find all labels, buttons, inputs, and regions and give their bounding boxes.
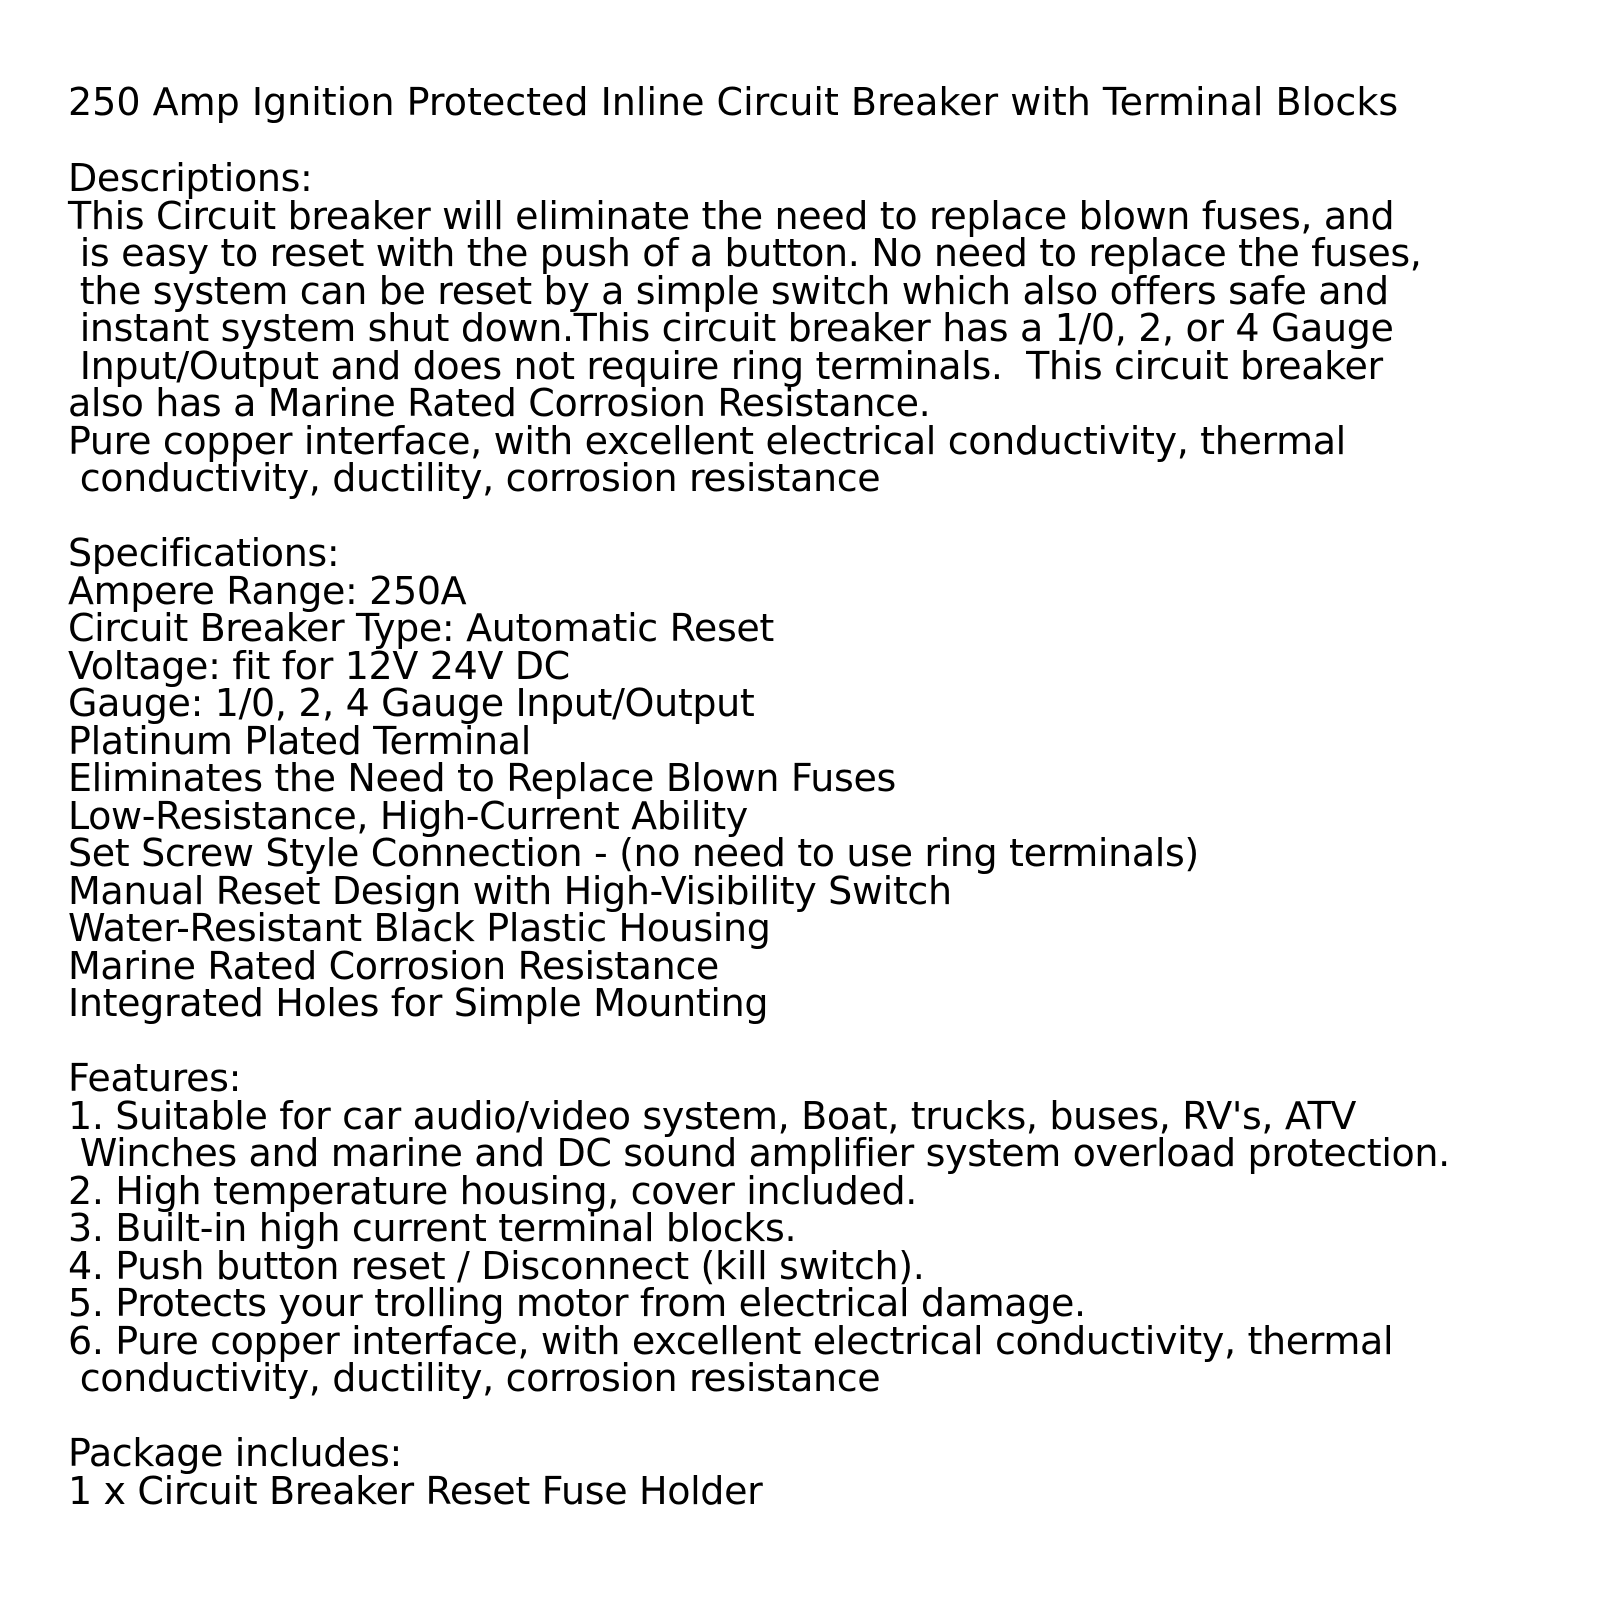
section-heading: Descriptions: (68, 156, 313, 200)
product-title: 250 Amp Ignition Protected Inline Circuit Breaker with Terminal Blocks (68, 80, 1399, 124)
section-heading: Features: (68, 1056, 242, 1100)
description-line: Input/Output and does not require ring terminals. This circuit breaker (68, 343, 1383, 388)
spec-item: Set Screw Style Connection - (no need to use ring terminals) (68, 831, 1199, 875)
feature-line: 1. Suitable for car audio/video system, Boat, trucks, buses, RV's, ATV (68, 1093, 1357, 1138)
descriptions-section (68, 156, 1568, 500)
feature-line: 4. Push button reset / Disconnect (kill switch). (68, 1243, 925, 1288)
feature-line: 6. Pure copper interface, with excellent electrical conductivity, thermal (68, 1318, 1394, 1363)
spec-item: Water-Resistant Black Plastic Housing (68, 906, 771, 950)
spec-item: Gauge: 1/0, 2, 4 Gauge Input/Output (68, 681, 755, 725)
product-document (68, 78, 1568, 1513)
feature-line: 2. High temperature housing, cover included. (68, 1168, 918, 1213)
spec-item: Marine Rated Corrosion Resistance (68, 943, 719, 988)
description-line: instant system shut down.This circuit breaker has a 1/0, 2, or 4 Gauge (68, 306, 1394, 350)
feature-line: Winches and marine and DC sound amplifier system overload protection. (68, 1131, 1450, 1175)
spec-item: Manual Reset Design with High-Visibility Switch (68, 868, 952, 913)
feature-line: 5. Protects your trolling motor from electrical damage. (68, 1281, 1086, 1325)
description-line: This Circuit breaker will eliminate the need to replace blown fuses, and (68, 193, 1395, 238)
package-item: 1 x Circuit Breaker Reset Fuse Holder (68, 1468, 763, 1513)
description-line: is easy to reset with the push of a button. No need to replace the fuses, (68, 231, 1422, 275)
spec-item: Ampere Range: 250A (68, 568, 467, 613)
section-heading: Specifications: (68, 531, 340, 575)
description-line: the system can be reset by a simple switch which also offers safe and (68, 268, 1389, 313)
features-section (68, 1056, 1568, 1400)
feature-line: 3. Built-in high current terminal blocks. (68, 1206, 797, 1250)
description-line: also has a Marine Rated Corrosion Resistance. (68, 381, 931, 425)
spec-item: Voltage: fit for 12V 24V DC (68, 643, 570, 688)
feature-line: conductivity, ductility, corrosion resistance (68, 1356, 881, 1400)
specifications-section (68, 531, 1568, 1025)
package-section (68, 1431, 1568, 1513)
section-heading: Package includes: (68, 1431, 402, 1475)
spec-item: Integrated Holes for Simple Mounting (68, 981, 769, 1025)
description-line: conductivity, ductility, corrosion resistance (68, 456, 881, 500)
spec-item: Eliminates the Need to Replace Blown Fuses (68, 756, 896, 800)
spec-item: Platinum Plated Terminal (68, 718, 531, 763)
spec-item: Circuit Breaker Type: Automatic Reset (68, 606, 774, 650)
description-line: Pure copper interface, with excellent electrical conductivity, thermal (68, 418, 1346, 463)
spec-item: Low-Resistance, High-Current Ability (68, 793, 748, 838)
